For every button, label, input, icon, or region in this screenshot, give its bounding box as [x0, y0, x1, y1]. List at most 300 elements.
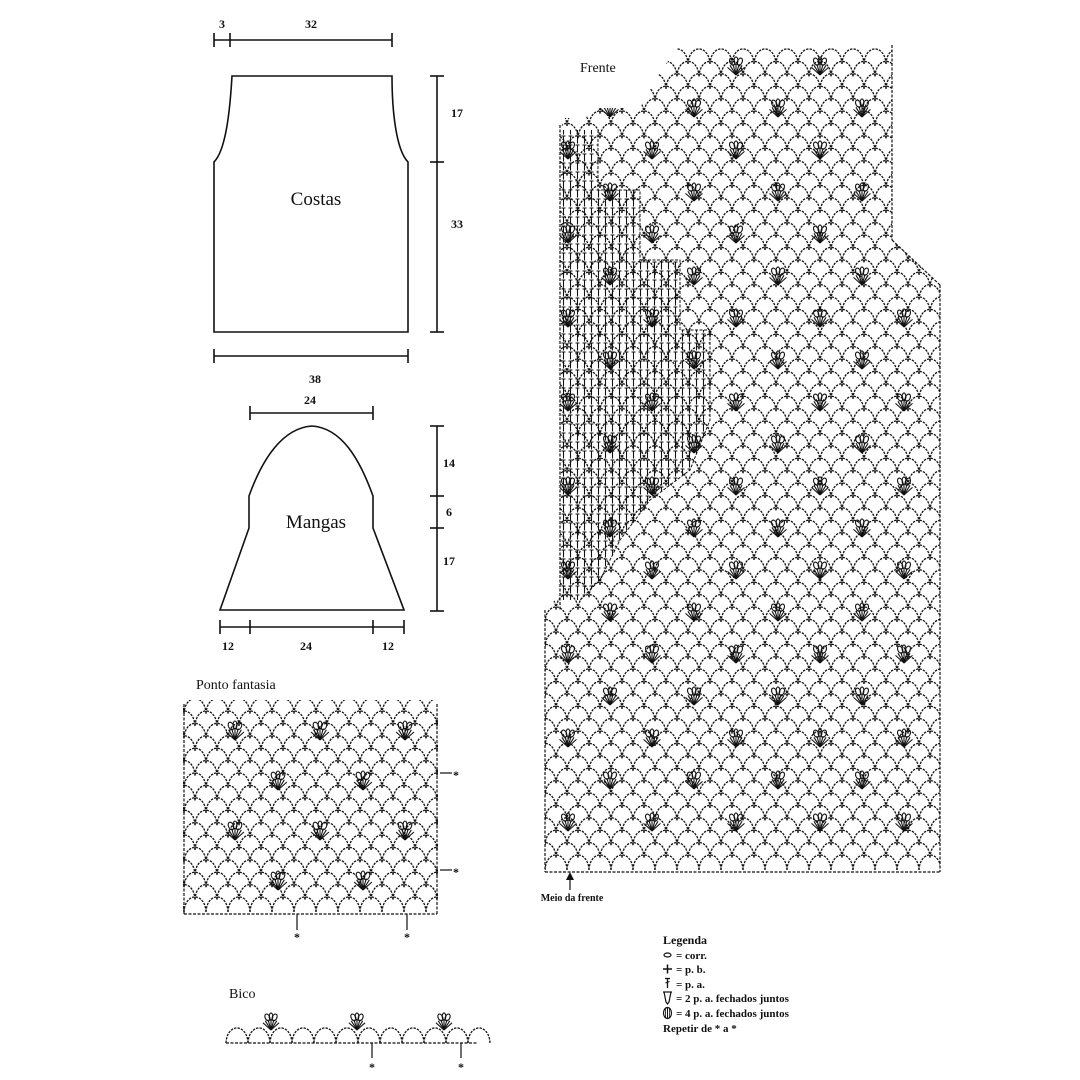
chain-arch	[952, 123, 974, 138]
chain-arch	[523, 136, 545, 151]
mangas-dim-bottom-right: 12	[382, 639, 394, 653]
chain-arch	[919, 136, 941, 151]
chain-arch	[952, 818, 974, 833]
chain-arch	[941, 433, 963, 448]
chain-arch	[952, 322, 974, 337]
fan-motif	[896, 225, 913, 243]
fan-motif	[854, 687, 871, 705]
chain-arch	[754, 49, 776, 64]
chain-arch	[952, 619, 974, 634]
legend-repeat-star: *	[714, 1023, 721, 1035]
chain-arch	[952, 644, 974, 659]
chain-arch	[941, 557, 963, 572]
fan-motif	[644, 57, 661, 75]
bico-arches	[226, 1013, 490, 1043]
chain-arch	[952, 595, 974, 610]
frente-label: Frente	[580, 61, 616, 76]
chain-arch	[941, 185, 963, 200]
chain-arch	[437, 711, 459, 726]
fan-motif	[812, 141, 829, 159]
legend-item-text: = 4 p. a. fechados juntos	[676, 1008, 789, 1020]
chain-arch	[523, 458, 545, 473]
fan-motif	[602, 603, 619, 621]
chain-arch	[523, 830, 545, 845]
fan-motif	[770, 267, 787, 285]
chain-arch	[534, 74, 556, 89]
chain-arch	[523, 185, 545, 200]
chain-arch	[941, 657, 963, 672]
chain-arch	[908, 148, 930, 163]
mangas-label: Mangas	[285, 512, 347, 533]
fan-motif	[644, 225, 661, 243]
chain-arch	[930, 570, 952, 585]
fan-motif	[770, 771, 787, 789]
mangas-dim-bottom-left: 12	[222, 639, 234, 653]
chain-arch	[600, 74, 622, 89]
chain-arch	[897, 86, 919, 101]
chain-arch	[578, 99, 600, 114]
chain-arch	[941, 86, 963, 101]
chain-arch	[952, 173, 974, 188]
chain-arch	[930, 520, 952, 535]
chain-arch	[534, 148, 556, 163]
chain-arch	[272, 699, 294, 714]
chain-arch	[360, 699, 382, 714]
chain-arch	[448, 847, 470, 862]
chain-arch	[930, 471, 952, 486]
chain-arch	[930, 719, 952, 734]
legend-item-text: = 2 p. a. fechados juntos	[676, 993, 789, 1005]
chain-arch	[622, 74, 644, 89]
chain-arch	[523, 433, 545, 448]
chain-arch	[523, 781, 545, 796]
chain-arch	[941, 632, 963, 647]
chain-arch	[448, 823, 470, 838]
chain-arch	[206, 699, 228, 714]
chain-arch	[402, 1028, 424, 1043]
chain-arch	[314, 1028, 336, 1043]
chain-arch	[534, 272, 556, 287]
chain-arch	[930, 198, 952, 213]
chain-arch	[448, 723, 470, 738]
chain-arch	[162, 723, 184, 738]
legend-repeat-prefix: Repetir de	[663, 1023, 712, 1035]
chain-arch	[446, 1028, 468, 1043]
fan-motif	[602, 771, 619, 789]
chain-arch	[162, 798, 184, 813]
frente-armhole-edge	[892, 240, 940, 285]
chain-arch	[248, 1028, 270, 1043]
chain-arch	[941, 61, 963, 76]
costas-dim-bottom: 38	[309, 372, 321, 386]
chain-arch	[523, 409, 545, 424]
chain-arch	[382, 699, 404, 714]
chain-arch	[930, 49, 952, 64]
chain-arch	[930, 223, 952, 238]
mangas-dim-top: 24	[304, 393, 316, 407]
chain-arch	[162, 773, 184, 788]
chain-arch	[644, 49, 666, 64]
chain-arch	[952, 743, 974, 758]
chain-arch	[523, 359, 545, 374]
fan-motif	[602, 99, 619, 117]
chain-arch	[633, 61, 655, 76]
chain-arch	[908, 223, 930, 238]
chain-arch	[952, 223, 974, 238]
costas-dim-top-left: 3	[219, 17, 225, 31]
chain-arch	[523, 632, 545, 647]
plus-icon	[663, 965, 672, 974]
chain-arch	[622, 99, 644, 114]
chain-arch	[162, 847, 184, 862]
fan-motif	[812, 477, 829, 495]
chain-arch	[930, 595, 952, 610]
chain-arch	[534, 446, 556, 461]
chain-arch	[820, 49, 842, 64]
chain-arch	[437, 785, 459, 800]
chain-arch	[919, 210, 941, 225]
chain-arch	[534, 49, 556, 64]
chain-arch	[523, 657, 545, 672]
chain-arch	[776, 49, 798, 64]
chain-arch	[523, 334, 545, 349]
chain-arch	[941, 483, 963, 498]
ponto-repeat-star: *	[404, 930, 410, 944]
chain-arch	[941, 781, 963, 796]
chain-arch	[952, 99, 974, 114]
chain-arch	[523, 61, 545, 76]
ponto-fantasia-chart	[162, 678, 470, 944]
chain-arch	[162, 699, 184, 714]
chain-arch	[930, 743, 952, 758]
legend-repeat-line	[663, 1023, 737, 1035]
chain-arch	[534, 570, 556, 585]
chain-arch	[864, 49, 886, 64]
chain-arch	[952, 272, 974, 287]
chain-arch	[930, 495, 952, 510]
ponto-fantasia-label: Ponto fantasia	[196, 678, 276, 693]
chain-arch	[523, 86, 545, 101]
chain-arch	[534, 223, 556, 238]
ponto-fan-motifs	[226, 721, 414, 890]
chain-arch	[448, 897, 470, 912]
fan-motif	[349, 1013, 365, 1030]
chain-arch	[437, 810, 459, 825]
chain-arch	[448, 748, 470, 763]
chain-arch	[952, 198, 974, 213]
chain-arch	[437, 835, 459, 850]
mangas-schematic	[220, 393, 455, 653]
legend-item-text: = p. a.	[676, 979, 705, 991]
chain-arch	[556, 99, 578, 114]
chain-arch	[534, 595, 556, 610]
bico-chart	[226, 987, 490, 1074]
chain-arch	[523, 557, 545, 572]
chain-arch	[534, 520, 556, 535]
chain-arch	[886, 49, 908, 64]
fan-motif	[896, 57, 913, 75]
chain-arch	[908, 123, 930, 138]
chain-arch	[523, 805, 545, 820]
chain-arch	[952, 793, 974, 808]
chain-arch	[952, 396, 974, 411]
chain-arch	[448, 699, 470, 714]
chain-arch	[162, 897, 184, 912]
chain-arch	[534, 545, 556, 560]
chain-arch	[162, 872, 184, 887]
chain-arch	[545, 61, 567, 76]
ponto-repeat-star: *	[294, 930, 300, 944]
chain-arch	[162, 748, 184, 763]
chain-arch	[930, 123, 952, 138]
chain-arch	[941, 309, 963, 324]
chain-arch	[523, 855, 545, 870]
chain-arch	[228, 699, 250, 714]
chain-arch	[556, 74, 578, 89]
chain-arch	[941, 409, 963, 424]
chain-arch	[941, 533, 963, 548]
fan-motif	[854, 771, 871, 789]
costas-dim-top-main: 32	[305, 17, 317, 31]
chain-arch	[534, 123, 556, 138]
fan-motif	[770, 603, 787, 621]
chain-arch	[184, 699, 206, 714]
chain-arch	[534, 471, 556, 486]
chain-arch	[941, 384, 963, 399]
chain-arch	[534, 421, 556, 436]
meio-frente-label: Meio da frente	[540, 893, 604, 904]
chain-arch	[941, 756, 963, 771]
chain-arch	[448, 798, 470, 813]
chain-arch	[941, 706, 963, 721]
chain-arch	[523, 607, 545, 622]
legend	[663, 933, 790, 1035]
chain-arch	[338, 699, 360, 714]
fan-motif	[644, 141, 661, 159]
chain-arch	[545, 86, 567, 101]
chain-arch	[534, 396, 556, 411]
chain-arch	[919, 235, 941, 250]
chain-arch	[930, 272, 952, 287]
chain-arch	[358, 1028, 380, 1043]
chain-arch	[941, 210, 963, 225]
chain-arch	[567, 86, 589, 101]
chain-arch	[941, 359, 963, 374]
chain-arch	[952, 247, 974, 262]
chain-arch	[941, 334, 963, 349]
chain-arch	[919, 61, 941, 76]
chain-arch	[908, 198, 930, 213]
fan-motif	[812, 393, 829, 411]
ponto-arch-rows	[162, 699, 470, 912]
chain-arch	[897, 111, 919, 126]
two-closed-stitch-icon	[663, 992, 672, 1004]
chain-arch	[655, 61, 677, 76]
fan-motif	[896, 309, 913, 327]
chain-arch	[886, 223, 908, 238]
costas-label: Costas	[290, 189, 342, 210]
chain-arch	[886, 173, 908, 188]
chain-arch	[952, 49, 974, 64]
tall-stitch-icon	[665, 978, 670, 988]
chain-arch	[952, 421, 974, 436]
chain-arch	[952, 545, 974, 560]
chain-arch	[941, 458, 963, 473]
chain-arch	[952, 347, 974, 362]
chain-arch	[941, 136, 963, 151]
chain-arch	[952, 471, 974, 486]
chain-arch	[941, 508, 963, 523]
chain-arch	[534, 247, 556, 262]
chain-arch	[930, 148, 952, 163]
chain-arch	[941, 731, 963, 746]
chain-arch	[886, 74, 908, 89]
chain-arch	[930, 74, 952, 89]
chain-arch	[952, 446, 974, 461]
chain-arch	[930, 371, 952, 386]
chain-arch	[622, 49, 644, 64]
chain-arch	[523, 706, 545, 721]
chain-arch	[523, 533, 545, 548]
chain-arch	[941, 582, 963, 597]
chain-arch	[952, 371, 974, 386]
fan-motif	[436, 1013, 452, 1030]
chain-arch	[523, 756, 545, 771]
chain-arch	[534, 297, 556, 312]
chain-arch	[930, 297, 952, 312]
fan-motif	[812, 561, 829, 579]
chain-arch	[930, 818, 952, 833]
chain-arch	[941, 805, 963, 820]
chain-arch	[534, 347, 556, 362]
chain-arch	[919, 161, 941, 176]
costas-dim-right-lower: 33	[451, 217, 463, 231]
chain-arch	[523, 384, 545, 399]
chain-arch	[952, 570, 974, 585]
chain-arch	[523, 483, 545, 498]
chain-arch	[523, 508, 545, 523]
chain-arch	[688, 49, 710, 64]
chain-arch	[545, 111, 567, 126]
chain-arch	[556, 49, 578, 64]
fan-motif	[686, 687, 703, 705]
chain-arch	[941, 681, 963, 696]
chain-arch	[523, 731, 545, 746]
chain-arch	[930, 173, 952, 188]
chain-arch	[952, 669, 974, 684]
chain-arch	[941, 161, 963, 176]
chain-arch	[886, 123, 908, 138]
chain-arch	[930, 347, 952, 362]
chain-arch	[294, 699, 316, 714]
chain-arch	[270, 1028, 292, 1043]
chain-arch	[930, 694, 952, 709]
chain-arch	[316, 699, 338, 714]
chain-arch	[534, 198, 556, 213]
chain-arch	[930, 843, 952, 858]
fan-motif	[854, 267, 871, 285]
costas-schematic	[214, 17, 463, 386]
fan-motif	[854, 603, 871, 621]
fan-motif	[354, 871, 372, 890]
chain-arch	[941, 111, 963, 126]
chain-arch	[292, 1028, 314, 1043]
chain-arch	[611, 86, 633, 101]
chain-arch	[523, 260, 545, 275]
chain-arch	[666, 49, 688, 64]
chain-arch	[250, 699, 272, 714]
ponto-repeat-star: *	[453, 865, 459, 879]
chain-arch	[534, 99, 556, 114]
fan-motif	[263, 1013, 279, 1030]
chain-arch	[952, 74, 974, 89]
chain-arch	[930, 619, 952, 634]
chain-oval-icon	[664, 953, 671, 957]
chain-arch	[578, 74, 600, 89]
chain-arch	[930, 669, 952, 684]
meio-frente-arrowhead	[566, 872, 574, 880]
chain-arch	[919, 111, 941, 126]
chain-arch	[534, 495, 556, 510]
fan-motif	[686, 771, 703, 789]
chain-arch	[448, 872, 470, 887]
chain-arch	[437, 885, 459, 900]
fan-motif	[644, 813, 661, 831]
chain-arch	[908, 49, 930, 64]
chain-arch	[952, 148, 974, 163]
chain-arch	[886, 99, 908, 114]
chain-arch	[952, 719, 974, 734]
fan-motif	[812, 813, 829, 831]
costas-dim-right-upper: 17	[451, 106, 463, 120]
chain-arch	[930, 644, 952, 659]
chain-arch	[523, 681, 545, 696]
chain-arch	[930, 322, 952, 337]
chain-arch	[930, 768, 952, 783]
legend-repeat-star: *	[731, 1023, 737, 1035]
legend-repeat-a: a	[722, 1023, 729, 1035]
chain-arch	[952, 768, 974, 783]
bico-repeat-star: *	[458, 1060, 464, 1074]
chain-arch	[930, 247, 952, 262]
chain-arch	[930, 421, 952, 436]
chain-arch	[941, 260, 963, 275]
chain-arch	[919, 260, 941, 275]
mangas-dim-bottom-mid: 24	[300, 639, 312, 653]
chain-arch	[644, 74, 666, 89]
chain-arch	[226, 1028, 248, 1043]
chain-arch	[523, 161, 545, 176]
chain-arch	[897, 185, 919, 200]
chain-arch	[162, 823, 184, 838]
chain-arch	[908, 74, 930, 89]
chain-arch	[952, 495, 974, 510]
chain-arch	[908, 173, 930, 188]
chain-arch	[567, 111, 589, 126]
chain-arch	[952, 694, 974, 709]
chain-arch	[336, 1028, 358, 1043]
chain-arch	[941, 607, 963, 622]
legend-title: Legenda	[663, 933, 708, 947]
bico-label: Bico	[229, 987, 256, 1002]
chain-arch	[952, 520, 974, 535]
chain-arch	[404, 699, 426, 714]
chain-arch	[589, 86, 611, 101]
chain-arch	[908, 247, 930, 262]
chain-arch	[534, 322, 556, 337]
chain-arch	[534, 173, 556, 188]
chain-arch	[886, 198, 908, 213]
